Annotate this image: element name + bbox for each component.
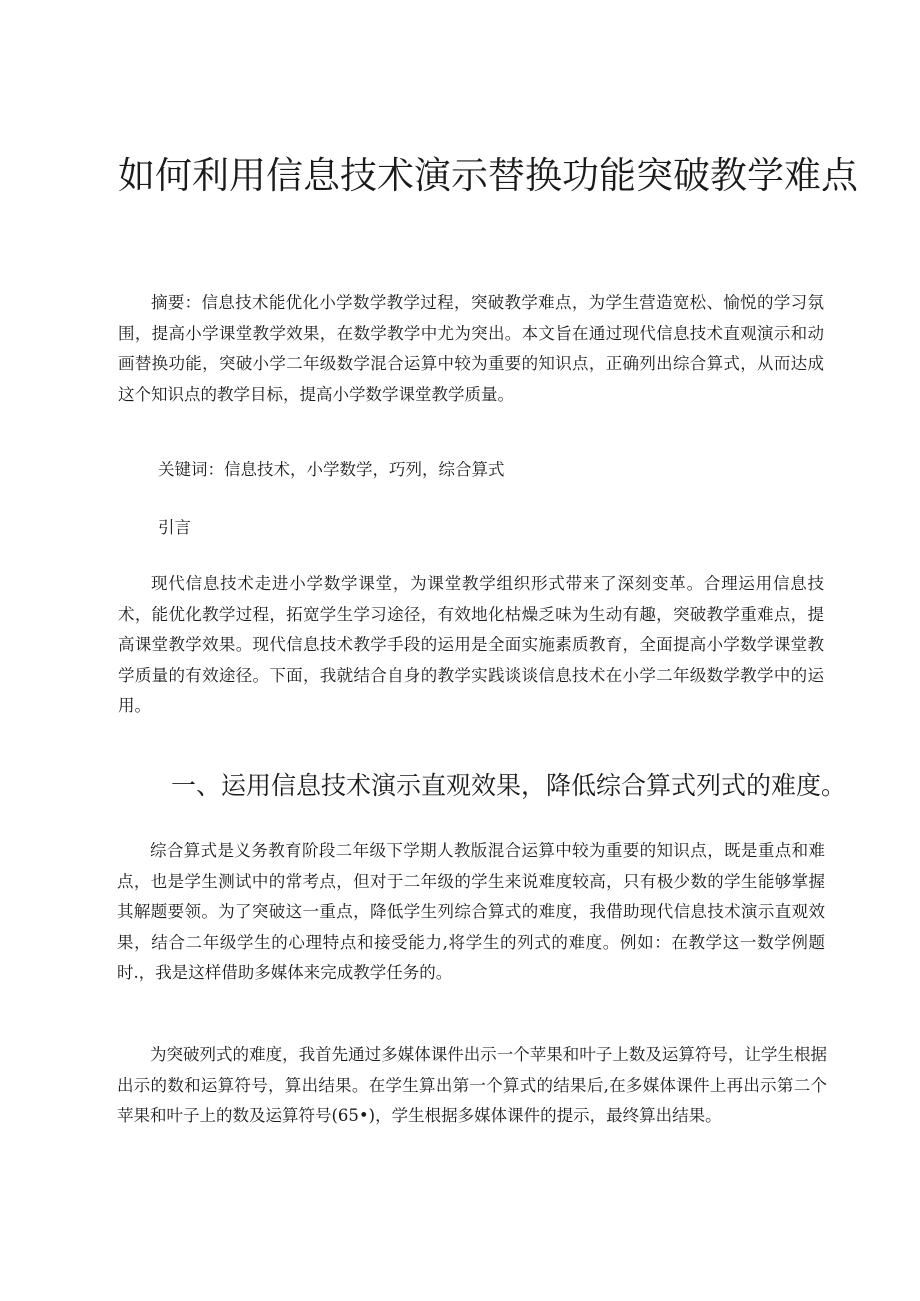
abstract-paragraph: 摘要：信息技术能优化小学数学教学过程，突破教学难点，为学生营造宽松、愉悦的学习氛围，提高小学课堂教学效果，在数学教学中尤为突出。本文旨在通过现代信息技术直观演示和动画替换功能，突破小学二年级数学混合运算中较为重要的知识点，正确列出综合算式，从而达成这个知识点的教学目标，提高小学数学课堂教学质量。 bbox=[118, 293, 824, 404]
keywords-line: 关键词：信息技术，小学数学，巧列，综合算式 bbox=[158, 460, 505, 479]
intro-paragraph: 现代信息技术走进小学数学课堂，为课堂教学组织形式带来了深刻变革。合理运用信息技术，能优化教学过程，拓宽学生学习途径，有效地化枯燥乏味为生动有趣，突破教学重难点，提高课堂教学效果。现代信息技术教学手段的运用是全面实施素质教育，全面提高小学数学课堂教学质量的有效途径。下面，我就结合自身的教学实践谈谈信息技术在小学二年级数学教学中的运用。 bbox=[118, 574, 824, 715]
page-title: 如何利用信息技术演示替换功能突破教学难点 bbox=[118, 154, 858, 197]
intro-label: 引言 bbox=[158, 518, 191, 537]
section-heading: 一、运用信息技术演示直观效果，降低综合算式列式的难度。 bbox=[171, 771, 847, 800]
section-paragraph-1: 综合算式是义务教育阶段二年级下学期人教版混合运算中较为重要的知识点，既是重点和难点，也是学生测试中的常考点，但对于二年级的学生来说难度较高，只有极少数的学生能够掌握其解题要领。为了突破这一重点，降低学生列综合算式的难度，我借助现代信息技术演示直观效果，结合二年级学生的心理特点和接受能力,将学生的列式的难度。例如：在教学这一数学例题时.，我是这样借助多媒体来完成教学任务的。 bbox=[117, 841, 825, 982]
section-paragraph-2: 为突破列式的难度，我首先通过多媒体课件出示一个苹果和叶子上数及运算符号，让学生根据出示的数和运算符号，算出结果。在学生算出第一个算式的结果后,在多媒体课件上再出示第二个苹果和叶子上的数及运算符号(65•)，学生根据多媒体课件的提示，最终算出结果。 bbox=[117, 1045, 827, 1125]
